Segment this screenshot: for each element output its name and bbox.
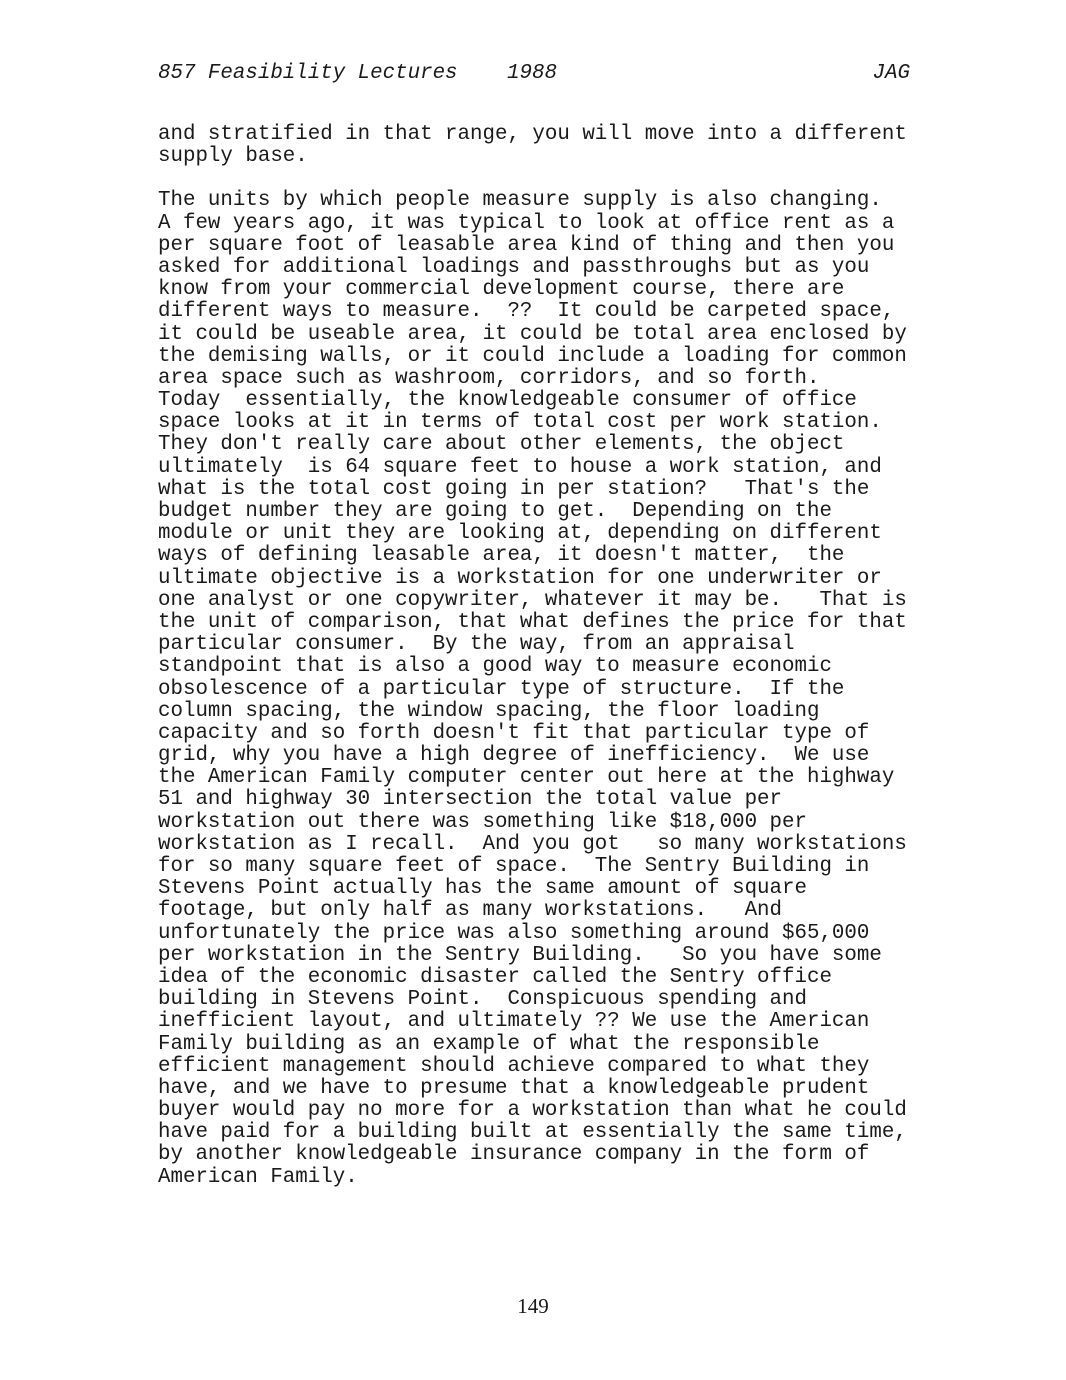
text-line: grid, why you have a high degree of inefficiency. We use xyxy=(158,744,870,768)
text-line: module or unit they are looking at, depending on different xyxy=(158,522,882,546)
text-line: column spacing, the window spacing, the floor loading xyxy=(158,699,820,723)
text-line: the demising walls, or it could include a loading for common xyxy=(158,344,907,368)
text-line: Today essentially, the knowledgeable consumer of office xyxy=(158,389,857,413)
text-line: ultimately is 64 square feet to house a work station, and xyxy=(158,455,882,479)
text-line: particular consumer. By the way, from an appraisal xyxy=(158,633,795,657)
header-initials: JAG xyxy=(872,62,910,85)
text-line: it could be useable area, it could be total area enclosed by xyxy=(158,322,907,346)
text-line: the American Family computer center out here at the highway xyxy=(158,766,895,790)
header-year: 1988 xyxy=(507,62,557,85)
text-line: standpoint that is also a good way to measure economic xyxy=(158,655,832,679)
text-line: one analyst or one copywriter, whatever it may be. That is xyxy=(158,588,907,612)
text-line: unfortunately the price was also something around $65,000 xyxy=(158,921,870,945)
text-line: have, and we have to presume that a knowledgeable prudent xyxy=(158,1076,870,1100)
text-line: for so many square feet of space. The Sentry Building in xyxy=(158,855,870,878)
text-line: inefficient layout, and ultimately ?? We use the American xyxy=(158,1010,870,1034)
text-line: Family building as an example of what the responsible xyxy=(158,1032,820,1056)
text-line: idea of the economic disaster called the Sentry office xyxy=(158,965,832,989)
text-line: building in Stevens Point. Conspicuous spending and xyxy=(158,988,807,1012)
header-title: 857 Feasibility Lectures xyxy=(158,62,458,85)
text-line: workstation as I recall. And you got so many workstations xyxy=(158,832,907,856)
text-line: obsolescence of a particular type of structure. If the xyxy=(158,677,845,701)
paragraph xyxy=(158,124,938,168)
text-line: workstation out there was something like $18,000 per xyxy=(158,810,807,834)
text-line: efficient management should achieve compared to what they xyxy=(158,1054,870,1078)
text-line: American Family. xyxy=(158,1165,358,1189)
text-line: Stevens Point actually has the same amount of square xyxy=(158,877,807,901)
text-line: 51 and highway 30 intersection the total value per xyxy=(158,788,783,812)
text-line: the unit of comparison, that what defines the price for that xyxy=(158,610,907,634)
paragraph-gap xyxy=(158,168,938,190)
text-line: buyer would pay no more for a workstation than what he could xyxy=(158,1099,907,1123)
text-line: capacity and so forth doesn't fit that particular type of xyxy=(158,721,870,745)
page-header xyxy=(158,62,910,86)
text-line: ultimate objective is a workstation for one underwriter or xyxy=(158,566,882,590)
text-line: space looks at it in terms of total cost per work station. xyxy=(158,411,882,435)
text-line: supply base. xyxy=(158,145,308,169)
text-line: ways of defining leasable area, it doesn't matter, the xyxy=(158,544,845,568)
text-line: A few years ago, it was typical to look at office rent as a xyxy=(158,211,895,235)
paragraph xyxy=(158,190,938,1188)
text-line: what is the total cost going in per station? That's the xyxy=(158,477,870,501)
text-line: by another knowledgeable insurance company in the form of xyxy=(158,1143,870,1167)
text-line: different ways to measure. ?? It could be carpeted space, xyxy=(158,300,895,324)
text-line: know from your commercial development course, there are xyxy=(158,278,845,302)
body-text xyxy=(158,124,938,1189)
text-line: have paid for a building built at essentially the same time, xyxy=(158,1121,907,1145)
page-number: 149 xyxy=(517,1294,549,1318)
text-line: The units by which people measure supply is also changing. xyxy=(158,189,882,213)
text-line: per square foot of leasable area kind of thing and then you xyxy=(158,233,895,257)
text-line: footage, but only half as many workstations. And xyxy=(158,899,783,923)
text-line: They don't really care about other elements, the object xyxy=(158,433,845,457)
text-line: per workstation in the Sentry Building. So you have some xyxy=(158,943,882,967)
text-line: asked for additional loadings and passthroughs but as you xyxy=(158,255,870,279)
text-line: and stratified in that range, you will move into a different xyxy=(158,123,907,146)
text-line: budget number they are going to get. Depending on the xyxy=(158,500,832,523)
text-line: area space such as washroom, corridors, and so forth. xyxy=(158,366,820,390)
